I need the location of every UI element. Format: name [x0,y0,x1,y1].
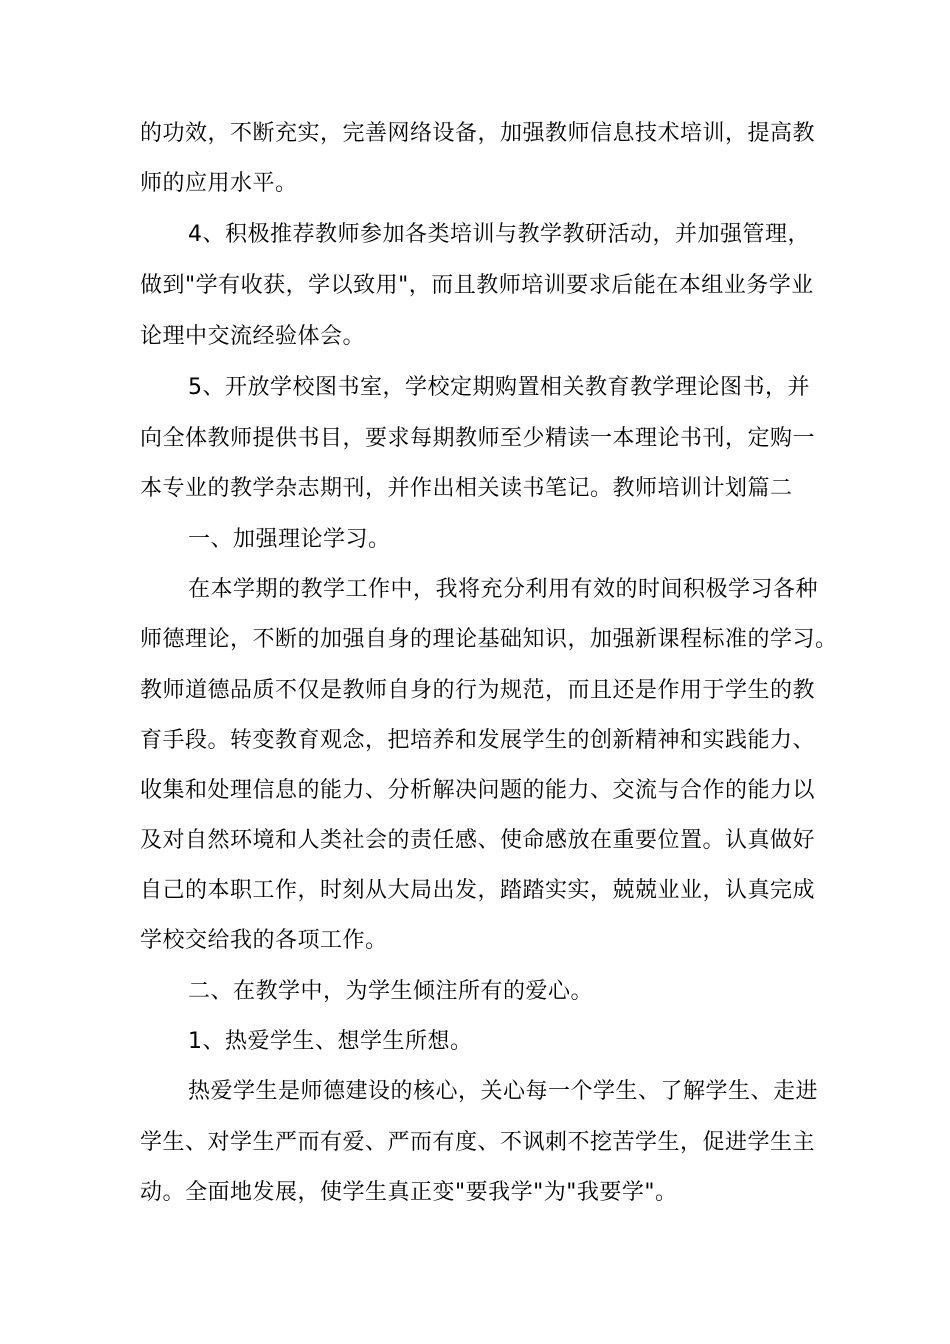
text-line: 动。全面地发展，使学生真正变"要我学"为"我要学"。 [140,1180,678,1205]
text-line: 自己的本职工作，时刻从大局出发，踏踏实实，兢兢业业，认真完成 [140,878,816,903]
text-line: 师的应用水平。 [140,171,298,196]
text-line: 的功效，不断充实，完善网络设备，加强教师信息技术培训，提高教 [140,121,816,146]
text-line: 在本学期的教学工作中，我将充分利用有效的时间积极学习各种 [188,577,819,602]
text-line: 学生、对学生严而有爱、严而有度、不讽刺不挖苦学生，促进学生主 [140,1130,816,1155]
text-line: 4、积极推荐教师参加各类培训与教学教研活动，并加强管理， [188,222,810,247]
text-line: 5、开放学校图书室，学校定期购置相关教育教学理论图书，并 [188,375,810,400]
section-heading: 一、加强理论学习。 [188,527,391,552]
text-line: 做到"学有收获，学以致用"，而且教师培训要求后能在本组业务学业 [140,273,814,298]
text-line: 育手段。转变教育观念，把培养和发展学生的创新精神和实践能力、 [140,728,816,753]
text-line: 学校交给我的各项工作。 [140,928,388,953]
subsection-heading: 1、热爱学生、想学生所想。 [188,1029,473,1054]
text-line: 收集和处理信息的能力、分析解决问题的能力、交流与合作的能力以 [140,778,816,803]
text-line: 及对自然环境和人类社会的责任感、使命感放在重要位置。认真做好 [140,828,816,853]
text-line: 论理中交流经验体会。 [140,324,366,349]
text-line: 向全体教师提供书目，要求每期教师至少精读一本理论书刊，定购一 [140,426,816,451]
text-line: 本专业的教学杂志期刊，并作出相关读书笔记。教师培训计划篇二 [140,476,793,501]
section-heading: 二、在教学中，为学生倾注所有的爱心。 [188,979,594,1004]
text-line: 教师道德品质不仅是教师自身的行为规范，而且还是作用于学生的教 [140,678,816,703]
text-line: 热爱学生是师德建设的核心，关心每一个学生、了解学生、走进 [188,1079,819,1104]
text-line: 师德理论，不断的加强自身的理论基础知识，加强新课程标准的学习。 [140,627,838,652]
